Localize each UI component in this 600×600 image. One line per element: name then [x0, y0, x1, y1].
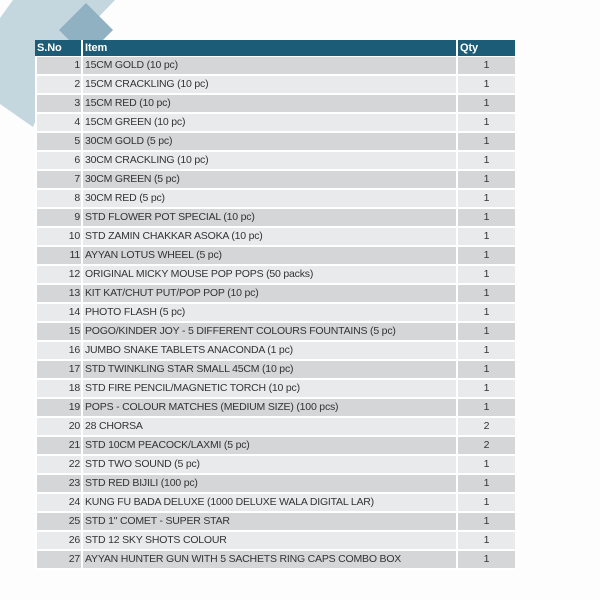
table-row	[35, 323, 515, 340]
table-row	[35, 95, 515, 112]
cell-qty: 1	[458, 57, 515, 74]
table-row	[35, 171, 515, 188]
cell-qty: 2	[458, 418, 515, 435]
cell-sno: 21	[35, 437, 81, 454]
cell-item: POGO/KINDER JOY - 5 DIFFERENT COLOURS FOUNTAINS (5 pc)	[83, 323, 456, 340]
cell-qty: 1	[458, 247, 515, 264]
table-row	[35, 57, 515, 74]
table-row	[35, 475, 515, 492]
cell-item: 15CM GREEN (10 pc)	[83, 114, 456, 131]
table-row	[35, 513, 515, 530]
cell-item: 28 CHORSA	[83, 418, 456, 435]
table-row	[35, 266, 515, 283]
cell-qty: 1	[458, 513, 515, 530]
cell-item: AYYAN HUNTER GUN WITH 5 SACHETS RING CAPS COMBO BOX	[83, 551, 456, 568]
table-row	[35, 152, 515, 169]
table-row	[35, 532, 515, 549]
cell-sno: 4	[35, 114, 81, 131]
cell-item: STD 1" COMET - SUPER STAR	[83, 513, 456, 530]
table-row	[35, 551, 515, 568]
cell-sno: 6	[35, 152, 81, 169]
cell-item: 15CM GOLD (10 pc)	[83, 57, 456, 74]
cell-sno: 1	[35, 57, 81, 74]
cell-sno: 26	[35, 532, 81, 549]
table-header-row	[35, 40, 515, 56]
table-row	[35, 228, 515, 245]
cell-sno: 14	[35, 304, 81, 321]
cell-sno: 12	[35, 266, 81, 283]
cell-item: 30CM RED (5 pc)	[83, 190, 456, 207]
cell-sno: 19	[35, 399, 81, 416]
cell-qty: 1	[458, 494, 515, 511]
cell-item: STD TWO SOUND (5 pc)	[83, 456, 456, 473]
cell-sno: 15	[35, 323, 81, 340]
cell-item: POPS - COLOUR MATCHES (MEDIUM SIZE) (100 pcs)	[83, 399, 456, 416]
cell-qty: 1	[458, 114, 515, 131]
cell-sno: 24	[35, 494, 81, 511]
table-row	[35, 342, 515, 359]
table-row	[35, 304, 515, 321]
table-row	[35, 76, 515, 93]
cell-qty: 1	[458, 76, 515, 93]
table-row	[35, 190, 515, 207]
cell-sno: 16	[35, 342, 81, 359]
table-row	[35, 418, 515, 435]
cell-qty: 1	[458, 209, 515, 226]
cell-item: 30CM CRACKLING (10 pc)	[83, 152, 456, 169]
cell-sno: 18	[35, 380, 81, 397]
cell-qty: 1	[458, 399, 515, 416]
cell-qty: 1	[458, 285, 515, 302]
cell-sno: 2	[35, 76, 81, 93]
cell-qty: 1	[458, 266, 515, 283]
table-row	[35, 437, 515, 454]
table-row	[35, 247, 515, 264]
cell-sno: 22	[35, 456, 81, 473]
table-row	[35, 380, 515, 397]
table-row	[35, 456, 515, 473]
cell-item: AYYAN LOTUS WHEEL (5 pc)	[83, 247, 456, 264]
cell-qty: 1	[458, 190, 515, 207]
cell-item: 30CM GREEN (5 pc)	[83, 171, 456, 188]
cell-item: STD 12 SKY SHOTS COLOUR	[83, 532, 456, 549]
cell-sno: 7	[35, 171, 81, 188]
cell-item: JUMBO SNAKE TABLETS ANACONDA (1 pc)	[83, 342, 456, 359]
cell-sno: 5	[35, 133, 81, 150]
table-row	[35, 114, 515, 131]
cell-item: STD TWINKLING STAR SMALL 45CM (10 pc)	[83, 361, 456, 378]
cell-qty: 1	[458, 133, 515, 150]
cell-sno: 13	[35, 285, 81, 302]
cell-qty: 1	[458, 551, 515, 568]
cell-sno: 8	[35, 190, 81, 207]
table-row	[35, 361, 515, 378]
table-row	[35, 494, 515, 511]
cell-qty: 1	[458, 475, 515, 492]
cell-sno: 25	[35, 513, 81, 530]
cell-qty: 1	[458, 361, 515, 378]
table-row	[35, 133, 515, 150]
cell-item: PHOTO FLASH (5 pc)	[83, 304, 456, 321]
cell-sno: 23	[35, 475, 81, 492]
cell-sno: 3	[35, 95, 81, 112]
cell-qty: 1	[458, 380, 515, 397]
column-header-sno: S.No	[35, 40, 81, 56]
cell-sno: 17	[35, 361, 81, 378]
table-body	[35, 57, 515, 568]
cell-sno: 20	[35, 418, 81, 435]
column-header-qty: Qty	[458, 40, 515, 56]
cell-item: 15CM RED (10 pc)	[83, 95, 456, 112]
cell-qty: 1	[458, 95, 515, 112]
column-header-item: Item	[83, 40, 456, 56]
cell-qty: 1	[458, 532, 515, 549]
cell-item: STD FIRE PENCIL/MAGNETIC TORCH (10 pc)	[83, 380, 456, 397]
cell-item: STD ZAMIN CHAKKAR ASOKA (10 pc)	[83, 228, 456, 245]
cell-qty: 1	[458, 171, 515, 188]
cell-qty: 1	[458, 152, 515, 169]
table-row	[35, 285, 515, 302]
cell-qty: 1	[458, 304, 515, 321]
table-row	[35, 209, 515, 226]
cell-item: STD RED BIJILI (100 pc)	[83, 475, 456, 492]
cell-item: 30CM GOLD (5 pc)	[83, 133, 456, 150]
item-table	[35, 40, 515, 570]
cell-qty: 1	[458, 456, 515, 473]
cell-qty: 1	[458, 342, 515, 359]
cell-sno: 10	[35, 228, 81, 245]
cell-item: STD 10CM PEACOCK/LAXMI (5 pc)	[83, 437, 456, 454]
cell-sno: 11	[35, 247, 81, 264]
cell-sno: 27	[35, 551, 81, 568]
cell-item: STD FLOWER POT SPECIAL (10 pc)	[83, 209, 456, 226]
cell-qty: 2	[458, 437, 515, 454]
cell-item: KUNG FU BADA DELUXE (1000 DELUXE WALA DIGITAL LAR)	[83, 494, 456, 511]
cell-item: ORIGINAL MICKY MOUSE POP POPS (50 packs)	[83, 266, 456, 283]
table-row	[35, 399, 515, 416]
cell-qty: 1	[458, 323, 515, 340]
cell-qty: 1	[458, 228, 515, 245]
cell-item: 15CM CRACKLING (10 pc)	[83, 76, 456, 93]
cell-item: KIT KAT/CHUT PUT/POP POP (10 pc)	[83, 285, 456, 302]
cell-sno: 9	[35, 209, 81, 226]
